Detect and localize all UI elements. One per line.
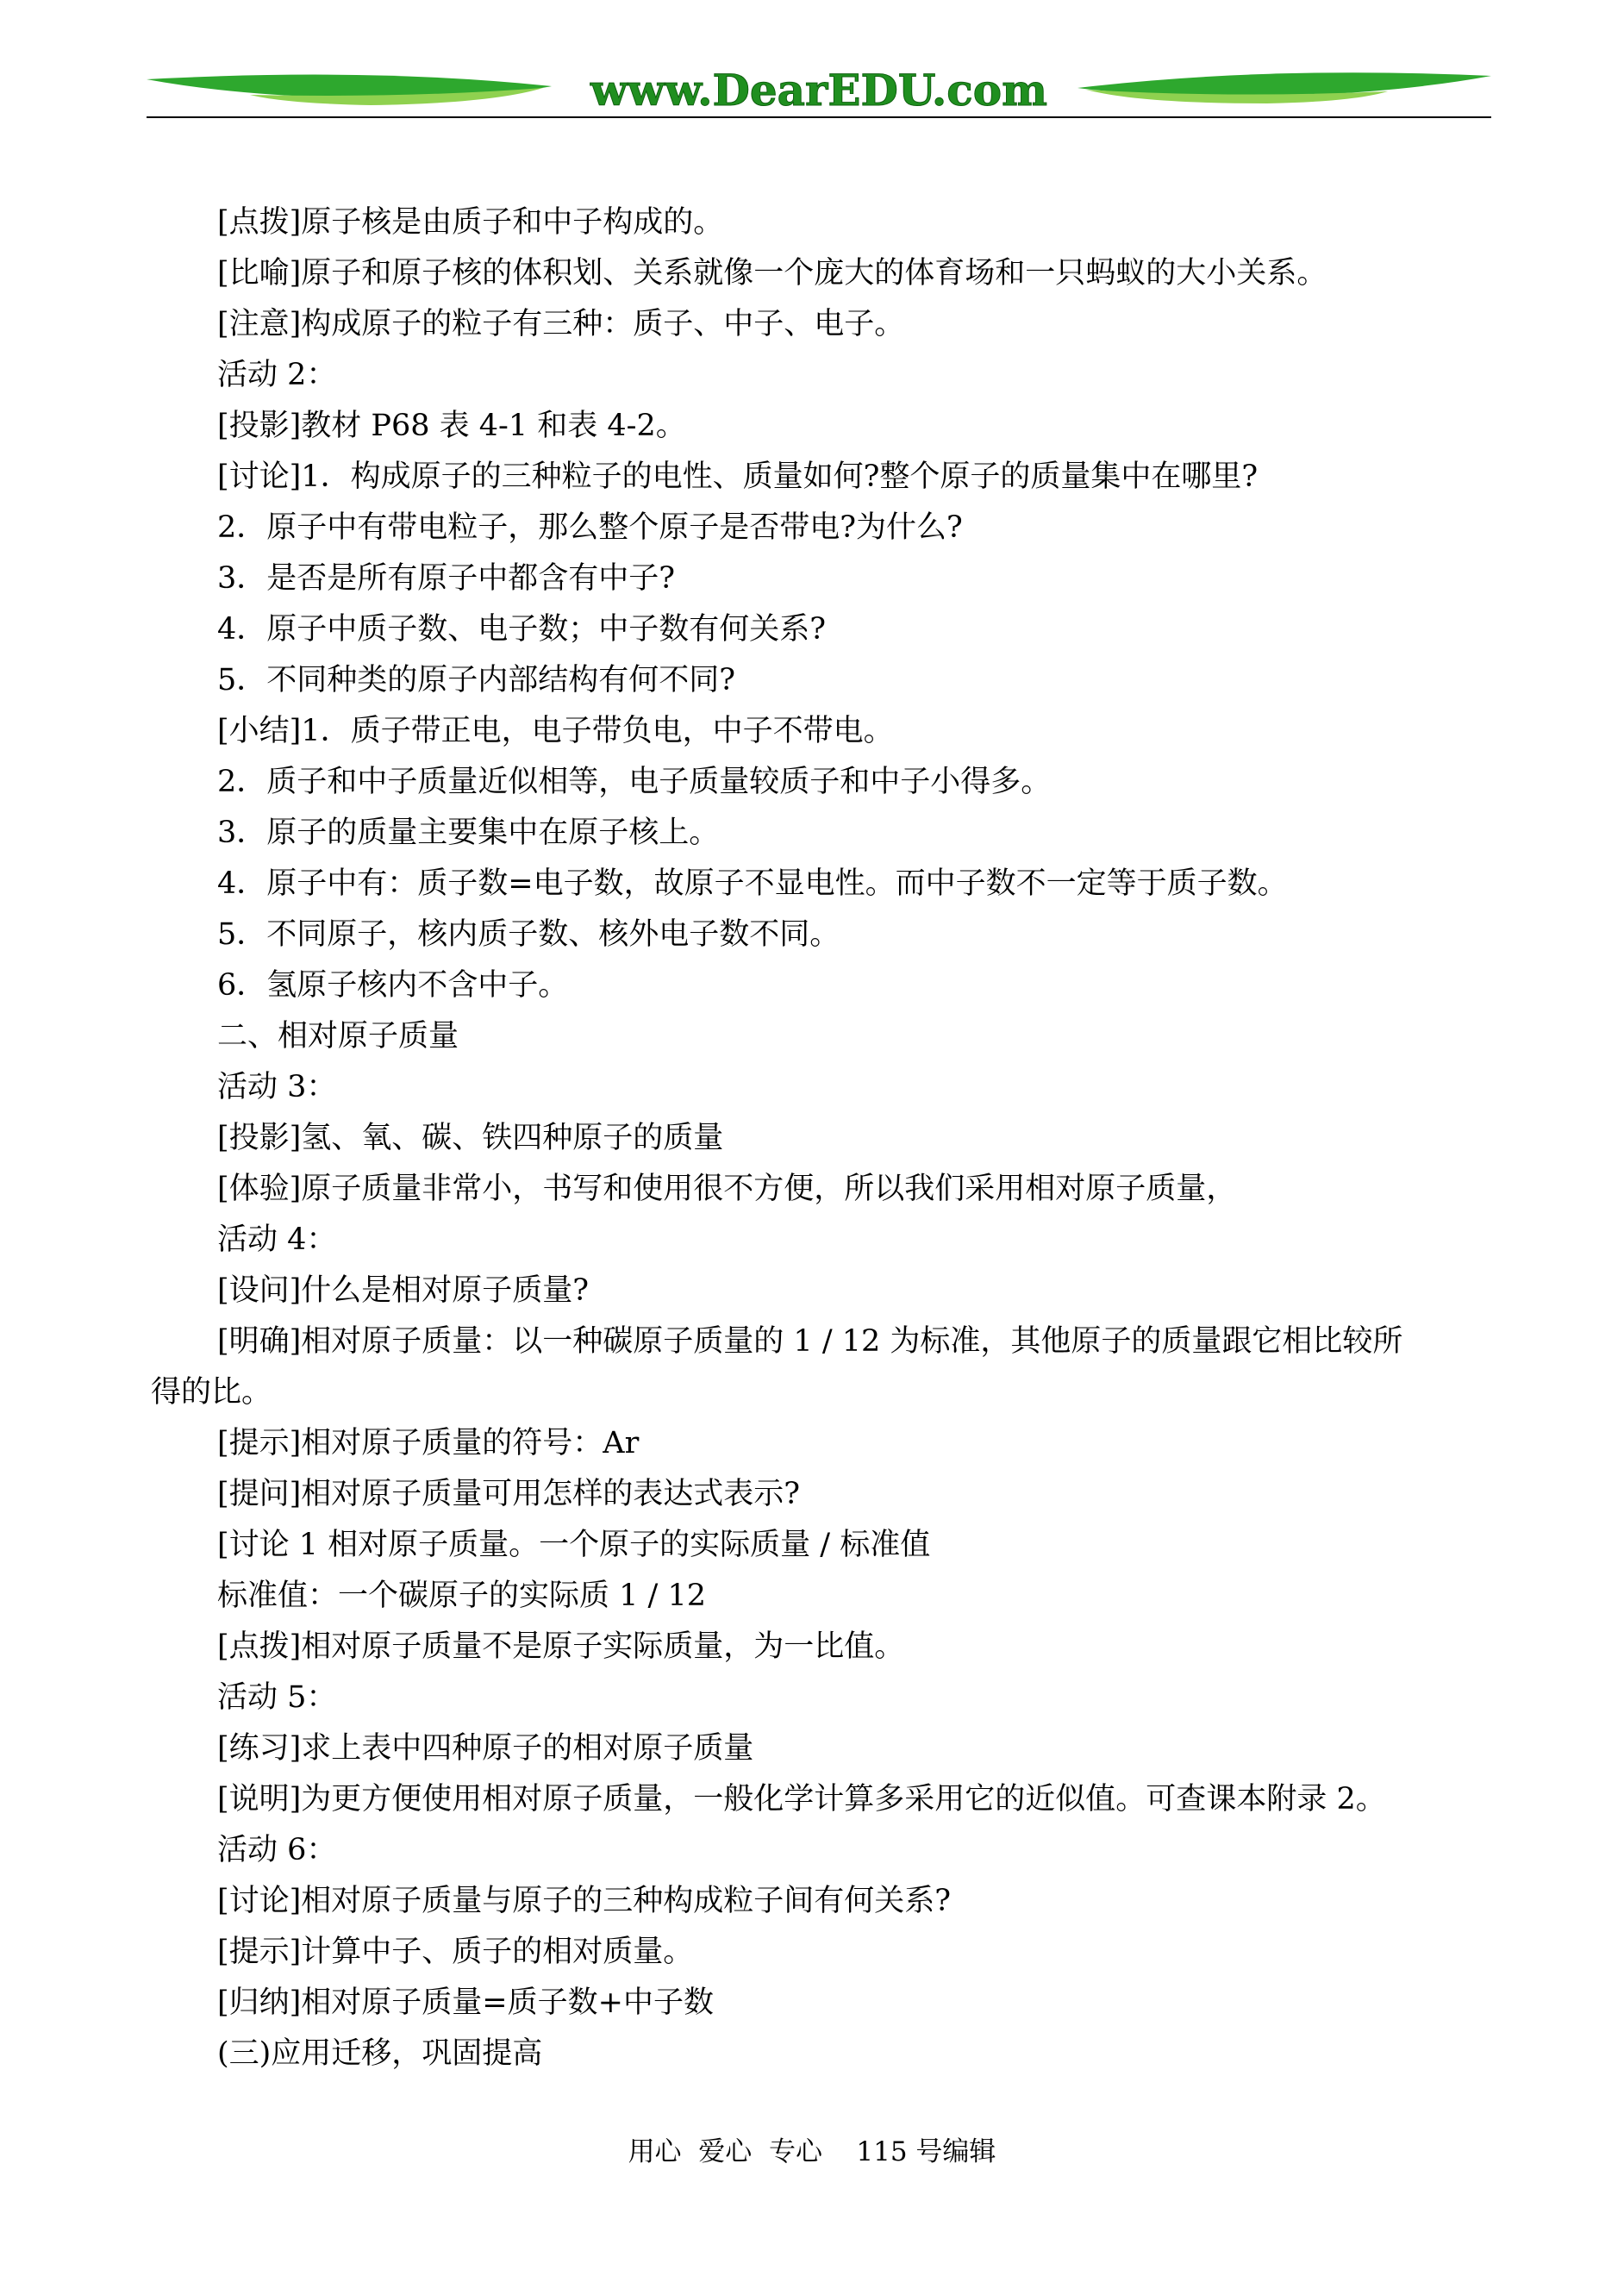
text-line: [投影]教材 P68 表 4-1 和表 4-2。 (217, 409, 686, 443)
page-footer: 用心 爱心 专心 115 号编辑 (628, 2136, 996, 2167)
text-line: [比喻]原子和原子核的体积划、关系就像一个庞大的体育场和一只蚂蚁的大小关系。 (217, 256, 1327, 291)
text-line: 活动 2： (217, 358, 337, 392)
text-line: 活动 5： (217, 1680, 337, 1715)
text-line: [点拨]原子核是由质子和中子构成的。 (217, 205, 724, 240)
text-line: [归纳]相对原子质量=质子数+中子数 (217, 1985, 714, 2020)
text-line: 活动 4： (217, 1223, 337, 1257)
text-line: [讨论]相对原子质量与原子的三种构成粒子间有何关系? (217, 1884, 952, 1918)
text-line: 5．不同原子，核内质子数、核外电子数不同。 (217, 917, 840, 952)
text-line: [说明]为更方便使用相对原子质量，一般化学计算多采用它的近似值。可查课本附录 2。 (217, 1782, 1386, 1817)
text-line: 3．原子的质量主要集中在原子核上。 (217, 816, 720, 850)
text-line: [提示]计算中子、质子的相对质量。 (217, 1935, 694, 1969)
text-line: [提问]相对原子质量可用怎样的表达式表示? (217, 1477, 801, 1511)
text-line: 2．原子中有带电粒子，那么整个原子是否带电?为什么? (217, 510, 963, 545)
text-line: [体验]原子质量非常小，书写和使用很不方便，所以我们采用相对原子质量， (217, 1172, 1237, 1206)
text-line: 活动 6： (217, 1833, 337, 1867)
text-line: 标准值：一个碳原子的实际质 1 / 12 (217, 1579, 706, 1613)
text-line: [点拨]相对原子质量不是原子实际质量，为一比值。 (217, 1629, 905, 1664)
text-line: [练习]求上表中四种原子的相对原子质量 (217, 1731, 754, 1766)
text-line: (三)应用迁移，巩固提高 (217, 2036, 543, 2071)
dearedu-logo (147, 60, 1491, 129)
text-line: [明确]相对原子质量：以一种碳原子质量的 1 / 12 为标准，其他原子的质量跟它相比较所 (217, 1324, 1403, 1359)
text-line: [注意]构成原子的粒子有三种：质子、中子、电子。 (217, 307, 905, 341)
text-line: 3．是否是所有原子中都含有中子? (217, 561, 676, 596)
text-line: [讨论 1 相对原子质量。一个原子的实际质量 / 标准值 (217, 1528, 931, 1562)
text-line: 2．质子和中子质量近似相等，电子质量较质子和中子小得多。 (217, 765, 1052, 799)
site-header-banner (147, 60, 1491, 129)
text-line: 4．原子中有：质子数=电子数，故原子不显电性。而中子数不一定等于质子数。 (217, 866, 1288, 901)
text-line: [投影]氢、氧、碳、铁四种原子的质量 (217, 1121, 724, 1155)
text-line: 4．原子中质子数、电子数；中子数有何关系? (217, 612, 827, 647)
text-line: [讨论]1．构成原子的三种粒子的电性、质量如何?整个原子的质量集中在哪里? (217, 460, 1259, 494)
text-line: 6．氢原子核内不含中子。 (217, 968, 569, 1003)
text-line: [小结]1．质子带正电，电子带负电，中子不带电。 (217, 714, 894, 748)
text-line: 活动 3： (217, 1070, 337, 1104)
site-name-text: www.DearEDU.com (590, 65, 1048, 116)
text-line-continuation: 得的比。 (151, 1375, 272, 1410)
text-line: 5．不同种类的原子内部结构有何不同? (217, 663, 736, 697)
section-heading: 二、相对原子质量 (217, 1019, 459, 1054)
text-line: [提示]相对原子质量的符号：Ar (217, 1426, 640, 1460)
text-line: [设问]什么是相对原子质量? (217, 1273, 590, 1308)
